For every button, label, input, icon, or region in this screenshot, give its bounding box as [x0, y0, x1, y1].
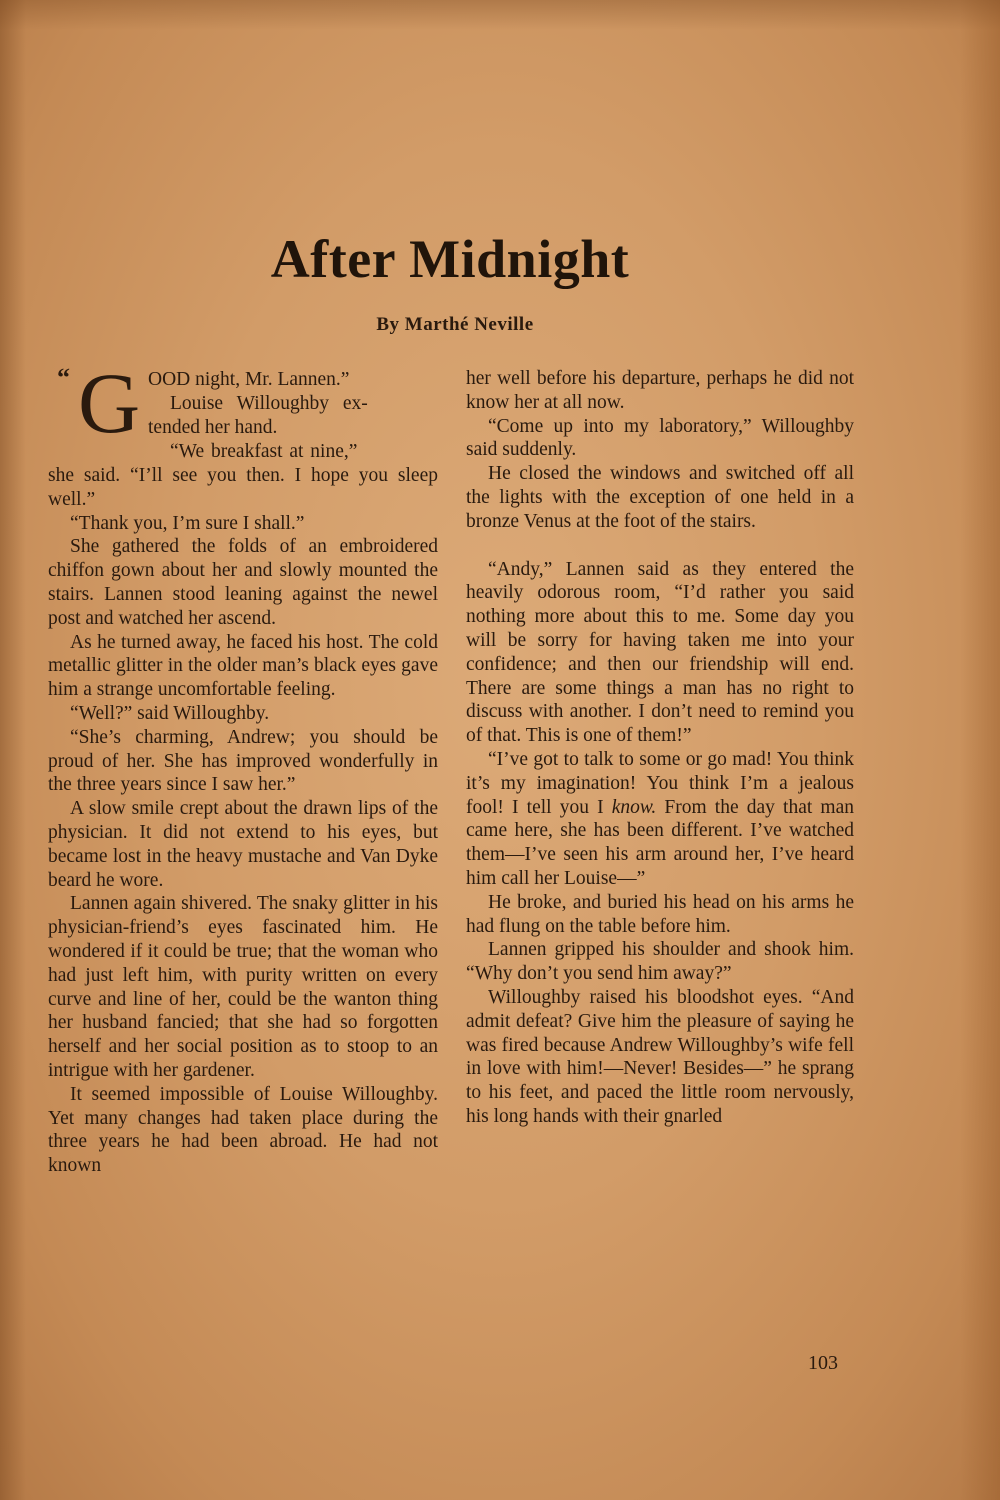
paragraph: she said. “I’ll see you then. I hope you sleep well.” [48, 465, 438, 510]
emphasis-text: know. [611, 796, 657, 818]
paragraph: “Well?” said Willoughby. [70, 702, 270, 724]
page-edge-shadow-right [960, 0, 1000, 1500]
opening-quote-mark: “ [57, 363, 70, 392]
paragraph: “She’s charming, Andrew; you should be proud of her. She has improved wonderfully in the three years since I saw her.” [48, 726, 438, 796]
paragraph: “Come up into my laboratory,” Willoughby said suddenly. [466, 415, 854, 461]
right-column [466, 367, 854, 1129]
drop-line-3: tended her hand. [148, 417, 278, 438]
drop-line-4: “We breakfast at nine,” [170, 441, 358, 462]
page-number: 103 [808, 1352, 838, 1374]
paragraph [466, 748, 854, 891]
page-edge-shadow-top [0, 0, 1000, 30]
paragraph-text: “I’ve got to talk to some or go mad! You think it’s my imagination! You think I’m a jealous fool! I tell you I [466, 748, 854, 818]
article-title: After Midnight [270, 229, 630, 289]
paragraph-text: From the day that man came here, she has been different. I’ve watched them—I’ve seen his arm around her, I’ve heard him call her Louise—” [466, 796, 854, 889]
paragraph: He broke, and buried his head on his arms he had flung on the table before him. [466, 891, 854, 937]
paragraph: “Andy,” Lannen said as they entered the heavily odorous room, “I’d rather you said nothing more about this to me. Some day you will be sorry for having taken me into your confidence; and then our friendship will end. There are some things a man has no right to discuss with another. I don’t need to remind you of that. This is one of them!” [466, 558, 854, 747]
article-byline: By Marthé Neville [376, 314, 534, 335]
paragraph: “Thank you, I’m sure I shall.” [70, 512, 305, 534]
left-column [48, 464, 438, 1178]
drop-line-1: OOD night, Mr. Lannen.” [148, 369, 350, 390]
section-break [466, 534, 854, 558]
paragraph: Willoughby raised his bloodshot eyes. “And admit defeat? Give him the pleasure of saying he was fired because Andrew Willoughby’s wife fell in love with him!—Never! Besides—” he sprang to his feet, and paced the little room nervously, his long hands with their gnarled [466, 986, 854, 1127]
paragraph: Lannen gripped his shoulder and shook him. “Why don’t you send him away?” [466, 939, 854, 985]
paragraph: Lannen again shivered. The snaky glitter in his physician-friend’s eyes fascinated him. He wondered if it could be true; that the woman who had just left him, with purity written on every curve and line of her, could be the wanton thing her husband fancied; that she had so forgotten herself and her social position as to stoop to an intrigue with her gardener. [48, 893, 438, 1081]
paragraph: She gathered the folds of an embroidered chiffon gown about her and slowly mounted the stairs. Lannen stood leaning against the newel post and watched her ascend. [48, 536, 438, 629]
paragraph: her well before his departure, perhaps he did not know her at all now. [466, 368, 854, 413]
paragraph: A slow smile crept about the drawn lips of the physician. It did not extend to his eyes, but became lost in the heavy mustache and Van Dyke beard he wore. [48, 798, 438, 891]
page-edge-shadow-left [0, 0, 26, 1500]
paragraph: He closed the windows and switched off all the lights with the exception of one held in a bronze Venus at the foot of the stairs. [466, 463, 854, 532]
drop-line-2: Louise Willoughby ex- [170, 393, 368, 414]
paragraph: It seemed impossible of Louise Willoughby. Yet many changes had taken place during the three years he had been abroad. He had not known [48, 1083, 438, 1177]
drop-cap: G [78, 355, 141, 451]
paragraph: As he turned away, he faced his host. The cold metallic glitter in the older man’s black eyes gave him a strange uncomfortable feeling. [48, 631, 438, 701]
